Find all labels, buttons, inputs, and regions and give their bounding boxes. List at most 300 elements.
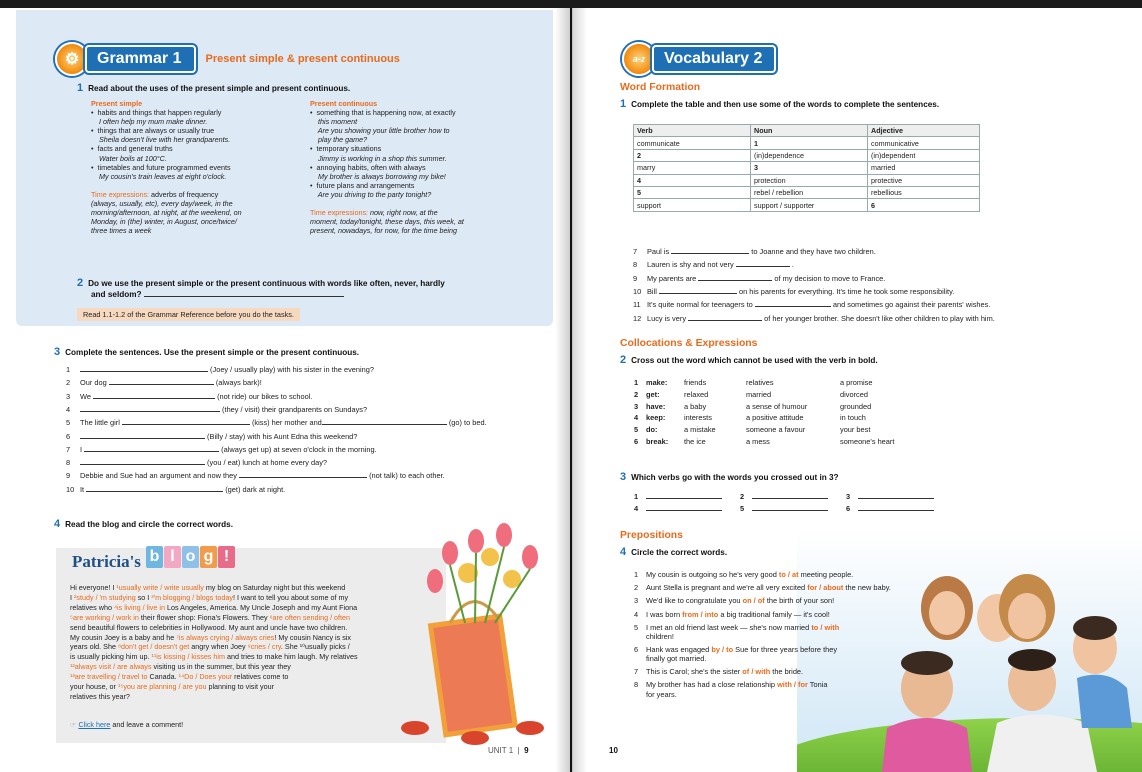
grammar-label: Grammar 1 bbox=[85, 45, 196, 73]
verb-label: make: bbox=[646, 378, 668, 387]
choice-option[interactable]: ⁸don't get / doesn't get bbox=[117, 642, 190, 652]
usage-line: • temporary situations bbox=[310, 144, 382, 154]
sentence-text: This is Carol; she's the sister bbox=[646, 667, 743, 677]
blog-letter: g bbox=[200, 546, 217, 568]
blog-line bbox=[70, 633, 351, 642]
choice-option[interactable]: ¹usually write / write usually bbox=[116, 583, 204, 592]
table-row bbox=[634, 137, 980, 149]
verb-label: keep: bbox=[646, 413, 666, 423]
present-simple-heading: Present simple bbox=[91, 99, 143, 108]
collocation-option[interactable]: grounded bbox=[840, 401, 872, 411]
sentence-text: Paul is bbox=[647, 247, 672, 256]
item-number: 2 bbox=[66, 378, 71, 388]
sentence-text: of her younger brother. She doesn't like other children to play with him. bbox=[762, 313, 995, 323]
verb-label: have: bbox=[646, 401, 666, 411]
choice-option[interactable]: ⁷is always crying / always cries bbox=[176, 632, 275, 642]
present-continuous-column bbox=[310, 99, 464, 235]
sentence-text: (Joey / usually play) with his sister in the evening? bbox=[208, 365, 374, 374]
sentence-text: (they / visit) their grandparents on Sundays? bbox=[220, 404, 368, 414]
usage-line: Are you driving to the party tonight? bbox=[310, 189, 432, 199]
sentence-text: the birth of your son! bbox=[764, 596, 835, 606]
sentence-row bbox=[634, 623, 839, 632]
blog-text-segment: so I bbox=[135, 592, 152, 602]
blog-text-segment: my blog on Saturday night but this weekend bbox=[203, 583, 346, 592]
sentence-text: meeting people. bbox=[798, 570, 854, 579]
blog-text-segment: angry when Joey bbox=[189, 642, 248, 652]
blog-text-segment: relatives this year? bbox=[70, 691, 130, 701]
sentence-text: My parents are bbox=[647, 273, 699, 283]
usage-line: Sheila doesn't live with her grandparents. bbox=[91, 135, 231, 145]
choice-option[interactable]: ¹¹is kissing / kisses him bbox=[151, 652, 225, 662]
present-continuous-uses bbox=[310, 108, 464, 199]
sentence-text: (you / eat) lunch at home every day? bbox=[205, 458, 328, 468]
choice-option[interactable]: ⁴is living / live in bbox=[113, 602, 165, 612]
item-number: 6 bbox=[846, 504, 851, 513]
choice-option[interactable]: with / for bbox=[777, 680, 808, 690]
sentence-text: Our dog bbox=[80, 378, 109, 388]
time-line: Monday, in (the) winter, in August, once/twice/ bbox=[91, 217, 237, 227]
item-number: 7 bbox=[66, 444, 71, 454]
sentence-text: (always bark)! bbox=[213, 378, 262, 388]
flower-bag-illustration bbox=[380, 513, 560, 758]
usage-line: I often help my mum make dinner. bbox=[91, 117, 208, 127]
verb-label: do: bbox=[646, 425, 658, 435]
choice-option[interactable]: ⁶are often sending / often bbox=[269, 612, 351, 622]
usage-line: • timetables and future programmed events bbox=[91, 162, 231, 172]
sentence-text: I met an old friend last week — she's now married bbox=[646, 622, 812, 632]
usage-line: • something that is happening now, at exactly bbox=[310, 108, 456, 118]
sentence-text: to Joanne and they have two children. bbox=[749, 247, 876, 256]
sentence-row bbox=[634, 645, 837, 654]
choice-option[interactable]: by / to bbox=[711, 645, 734, 654]
sentence-row bbox=[633, 246, 876, 256]
answer-blank[interactable] bbox=[322, 417, 447, 425]
blog-line bbox=[70, 672, 288, 681]
item-number: 10 bbox=[66, 484, 75, 494]
choice-option[interactable]: from / into bbox=[682, 609, 719, 619]
table-cell[interactable]: 2 bbox=[634, 149, 751, 161]
sentence-text: on his parents for everything. It's time he took some responsibility. bbox=[736, 286, 955, 296]
usage-line: • things that are always or usually true bbox=[91, 126, 215, 136]
blog-line bbox=[70, 603, 357, 612]
table-cell[interactable]: 1 bbox=[751, 137, 868, 149]
sentence-text: Tonia bbox=[807, 680, 828, 690]
sentence-row bbox=[66, 404, 367, 414]
sentence-row bbox=[634, 610, 830, 619]
item-number: 4 bbox=[634, 504, 639, 513]
blog-line bbox=[70, 682, 274, 691]
time-line: present, nowadays, for now, for the time being bbox=[310, 226, 458, 236]
sentence-text: We'd like to congratulate you bbox=[646, 596, 743, 606]
verb-label: get: bbox=[646, 389, 660, 399]
sentence-text: Hank was engaged bbox=[646, 645, 712, 654]
blog-letter: l bbox=[164, 546, 181, 568]
pc-time-expressions: Time expressions: now, right now, at the bbox=[310, 208, 438, 218]
sentence-row bbox=[66, 364, 374, 374]
collocation-option[interactable]: a mistake bbox=[684, 425, 716, 435]
sentence-text: The little girl bbox=[80, 418, 122, 428]
sentence-row bbox=[633, 313, 995, 323]
answer-blank[interactable] bbox=[659, 286, 737, 294]
sentence-text: Debbie and Sue had an argument and now they bbox=[80, 471, 240, 481]
item-number: 1 bbox=[634, 378, 639, 387]
sentence-row bbox=[633, 259, 794, 269]
usage-line: • facts and general truths bbox=[91, 144, 173, 154]
blog-text-segment: relatives who bbox=[70, 602, 114, 612]
present-continuous-heading: Present continuous bbox=[310, 99, 378, 108]
blank-row bbox=[740, 491, 828, 501]
item-number: 12 bbox=[633, 313, 642, 323]
blog-title: Patricia's bbox=[72, 552, 141, 571]
answer-blank[interactable] bbox=[858, 503, 934, 511]
answer-blank[interactable] bbox=[755, 299, 831, 307]
time-line: morning/afternoon, at night, at the weekend, on bbox=[91, 208, 242, 218]
answer-blank[interactable] bbox=[671, 246, 749, 254]
blog-text-segment: Hi everyone! I bbox=[70, 583, 117, 592]
item-number: 11 bbox=[633, 300, 641, 310]
a-z-icon: a-z bbox=[622, 42, 656, 76]
choice-option[interactable]: ¹⁵you are planning / are you bbox=[117, 682, 207, 691]
answer-blank[interactable] bbox=[752, 503, 828, 511]
item-number: 8 bbox=[66, 458, 71, 468]
v-q1-instruction: 1 Complete the table and then use some of the words to complete the sentences. bbox=[620, 98, 940, 110]
item-number: 5 bbox=[66, 418, 71, 428]
answer-blank[interactable] bbox=[646, 503, 722, 511]
time-line: moment, today/tonight, these days, this week, at bbox=[310, 217, 464, 227]
usage-line: • future plans and arrangements bbox=[310, 180, 415, 190]
item-number: 2 bbox=[740, 492, 745, 501]
blog-text-segment: is usually picking him up. bbox=[70, 652, 152, 662]
blog-line bbox=[70, 583, 345, 592]
table-row bbox=[634, 162, 980, 174]
sentence-row bbox=[634, 690, 677, 699]
item-number: 5 bbox=[634, 425, 639, 435]
answer-blank[interactable] bbox=[109, 377, 214, 385]
choice-option[interactable]: ⁵are working / work in bbox=[70, 612, 139, 622]
answer-blank[interactable] bbox=[93, 391, 215, 399]
sentence-row bbox=[634, 632, 674, 641]
sentence-text: Lauren is shy and not very bbox=[647, 260, 736, 270]
ps-time-expressions: Time expressions: adverbs of frequency bbox=[91, 189, 219, 199]
collocation-option[interactable]: in touch bbox=[840, 413, 866, 423]
answer-blank[interactable] bbox=[736, 259, 790, 267]
sentence-row bbox=[634, 570, 853, 579]
choice-option[interactable]: to / at bbox=[778, 570, 799, 579]
blog-text-segment: relatives come to bbox=[232, 672, 289, 682]
choice-option[interactable]: ³'m blogging / blogs today bbox=[151, 592, 233, 602]
blog-line bbox=[70, 623, 347, 632]
q2-instruction-cont: and seldom? bbox=[91, 289, 344, 299]
q2-instruction: 2 Do we use the present simple or the present continuous with words like often, never, hardly bbox=[77, 277, 445, 289]
textbook-spread bbox=[0, 8, 1142, 772]
table-cell[interactable]: 5 bbox=[634, 186, 751, 198]
table-cell: rebel / rebellion bbox=[751, 186, 868, 198]
click-here-line: ☞ Click here and leave a comment! bbox=[70, 720, 184, 729]
sentence-row bbox=[633, 299, 990, 309]
page-footer-right: 10 bbox=[609, 746, 618, 755]
choice-option[interactable]: ¹³are travelling / travel to bbox=[70, 672, 148, 682]
blog-letter: o bbox=[182, 546, 199, 568]
sentence-text: It bbox=[80, 484, 87, 494]
blank-row bbox=[634, 491, 722, 501]
item-number: 9 bbox=[633, 273, 638, 283]
sentence-text: finally got married. bbox=[646, 654, 707, 664]
item-number: 10 bbox=[633, 286, 642, 296]
choice-option[interactable]: for / about bbox=[807, 583, 844, 593]
sentence-text: Bill bbox=[647, 286, 659, 296]
answer-blank[interactable] bbox=[84, 444, 219, 452]
item-number: 8 bbox=[633, 260, 638, 270]
table-cell: marry bbox=[634, 162, 751, 174]
collocation-option[interactable]: relatives bbox=[746, 378, 774, 387]
pc-time-list bbox=[310, 217, 464, 235]
table-row bbox=[634, 186, 980, 198]
vocabulary-header bbox=[622, 42, 776, 76]
sentence-text: (kiss) her mother and bbox=[249, 418, 322, 428]
sentence-text: (always get up) at seven o'clock in the morning. bbox=[219, 444, 377, 454]
page-footer-left: UNIT 1 | 9 bbox=[488, 746, 529, 755]
blog-letter: ! bbox=[218, 546, 235, 568]
usage-line: • annoying habits, often with always bbox=[310, 162, 426, 172]
sentence-row bbox=[634, 680, 827, 689]
sentence-text: My cousin is outgoing so he's very good bbox=[646, 570, 779, 579]
blog-text-segment: . She ¹⁰usually picks / bbox=[280, 642, 350, 652]
click-here-link[interactable]: Click here bbox=[78, 720, 111, 729]
item-number: 2 bbox=[634, 389, 639, 399]
table-row bbox=[634, 174, 980, 186]
table-cell: support bbox=[634, 199, 751, 211]
collocation-option[interactable]: a baby bbox=[684, 401, 707, 411]
sentence-text: I bbox=[80, 444, 85, 454]
item-number: 3 bbox=[634, 401, 639, 411]
grammar-header bbox=[55, 42, 400, 76]
item-number: 3 bbox=[634, 596, 639, 606]
blog-text-segment: My cousin Joey is a baby and he bbox=[70, 632, 177, 642]
sentence-row bbox=[634, 667, 803, 676]
answer-blank[interactable] bbox=[688, 313, 762, 321]
item-number: 3 bbox=[846, 492, 851, 501]
present-simple-column bbox=[91, 99, 242, 235]
usage-line: play the game? bbox=[310, 135, 368, 145]
collocation-option[interactable]: a mess bbox=[746, 437, 770, 446]
item-number: 4 bbox=[634, 609, 639, 619]
table-cell: (in)dependence bbox=[751, 149, 868, 161]
item-number: 7 bbox=[634, 667, 639, 677]
table-cell: rebellious bbox=[868, 186, 980, 198]
blank-row bbox=[740, 503, 828, 513]
table-cell: communicate bbox=[634, 137, 751, 149]
collocation-option[interactable]: divorced bbox=[840, 389, 868, 399]
choice-option[interactable]: to / with bbox=[811, 622, 840, 632]
table-header-row bbox=[634, 125, 980, 137]
grammar-subtitle: Present simple & present continuous bbox=[205, 53, 400, 65]
blog-logo bbox=[146, 546, 236, 568]
item-number: 6 bbox=[634, 645, 639, 654]
item-number: 1 bbox=[634, 492, 639, 501]
choice-option[interactable]: ²study / 'm studying bbox=[74, 592, 136, 602]
item-number: 6 bbox=[634, 437, 639, 446]
choice-option[interactable]: on / of bbox=[742, 596, 765, 606]
blog-text-segment: Los Angeles, America. My Uncle Joseph and my Aunt Fiona bbox=[164, 602, 358, 612]
collocation-option[interactable]: a sense of humour bbox=[746, 401, 808, 411]
answer-blank[interactable] bbox=[698, 273, 772, 281]
table-header-cell: Noun bbox=[751, 125, 868, 137]
blog-line bbox=[70, 642, 350, 651]
sentence-text: and sometimes go against their parents' wishes. bbox=[830, 300, 991, 310]
vocabulary-label: Vocabulary 2 bbox=[652, 45, 776, 73]
item-number: 1 bbox=[66, 365, 71, 374]
choice-option[interactable]: ¹²always visit / are always bbox=[70, 662, 152, 672]
word-formation-table bbox=[633, 124, 980, 212]
sentence-text: (get) dark at night. bbox=[223, 484, 286, 494]
sentence-text: children! bbox=[646, 632, 674, 641]
collocation-option[interactable]: someone a favour bbox=[746, 425, 806, 435]
answer-blank[interactable] bbox=[752, 491, 828, 499]
sentence-row bbox=[66, 377, 262, 387]
blog-text-segment: Canada. bbox=[147, 672, 179, 682]
answer-blank[interactable] bbox=[80, 364, 208, 372]
collocation-option[interactable]: your best bbox=[840, 425, 871, 435]
sentence-text: Sue for three years before they bbox=[733, 645, 838, 654]
sentence-row bbox=[633, 286, 954, 296]
sentence-text: a big traditional family — it's cool! bbox=[718, 609, 830, 619]
collocation-option[interactable]: married bbox=[746, 389, 772, 399]
collocation-option[interactable]: a promise bbox=[840, 378, 873, 387]
sentence-text: for years. bbox=[646, 689, 677, 699]
sentence-text: (go) to bed. bbox=[446, 418, 487, 428]
time-line: three times a week bbox=[91, 226, 152, 236]
answer-blank[interactable] bbox=[86, 484, 223, 492]
usage-line: • habits and things that happen regularly bbox=[91, 108, 222, 118]
choice-option[interactable]: ⁹cries / cry bbox=[247, 642, 281, 652]
blog-line bbox=[70, 662, 291, 671]
sentence-text: (not ride) our bikes to school. bbox=[215, 391, 313, 401]
sentence-text: Aunt Stella is pregnant and we're all very excited bbox=[646, 583, 808, 593]
answer-blank[interactable] bbox=[80, 431, 205, 439]
collocations-heading: Collocations & Expressions bbox=[620, 338, 758, 349]
item-number: 9 bbox=[66, 471, 71, 481]
blank-row bbox=[846, 491, 934, 501]
collocation-option[interactable]: the ice bbox=[684, 437, 706, 446]
blog-line bbox=[70, 692, 130, 701]
sentence-row bbox=[66, 391, 312, 401]
collocation-option[interactable]: someone's heart bbox=[840, 437, 895, 446]
collocation-option[interactable]: a positive attitude bbox=[746, 413, 804, 423]
usage-line: this moment bbox=[310, 117, 358, 127]
blog-text-segment: their flower shop: Fiona's Flowers. They bbox=[138, 612, 270, 622]
choice-option[interactable]: of / with bbox=[742, 667, 771, 677]
usage-line: Are you showing your little brother how to bbox=[310, 126, 450, 136]
word-formation-heading: Word Formation bbox=[620, 82, 701, 93]
verb-label: break: bbox=[646, 437, 669, 446]
item-number: 5 bbox=[634, 622, 639, 632]
collocation-option[interactable]: friends bbox=[684, 378, 707, 387]
right-page bbox=[572, 8, 1142, 772]
item-number: 4 bbox=[634, 413, 639, 423]
sentence-row bbox=[66, 457, 327, 467]
blog-text-segment: I bbox=[70, 592, 74, 602]
blog-letter: b bbox=[146, 546, 163, 568]
pointing-hand-icon: ☞ bbox=[70, 720, 79, 729]
blog-text-segment: your house, or bbox=[70, 682, 118, 691]
collocation-option[interactable]: relaxed bbox=[684, 389, 709, 399]
answer-blank[interactable] bbox=[858, 491, 934, 499]
sentence-text: My brother has had a close relationship bbox=[646, 680, 778, 690]
table-cell[interactable]: 4 bbox=[634, 174, 751, 186]
collocation-option[interactable]: interests bbox=[684, 413, 712, 423]
answer-blank[interactable] bbox=[80, 457, 205, 465]
table-cell[interactable]: 6 bbox=[868, 199, 980, 211]
sentence-row bbox=[634, 596, 834, 605]
sentence-text: the bride. bbox=[770, 667, 804, 677]
item-number: 1 bbox=[634, 570, 639, 579]
q1-instruction: 1 Read about the uses of the present simple and present continuous. bbox=[77, 82, 351, 94]
left-page bbox=[0, 8, 570, 772]
table-cell: communicative bbox=[868, 137, 980, 149]
usage-line: Water boils at 100°C. bbox=[91, 153, 167, 163]
blog-text-segment: visiting us in the summer, but this year they bbox=[151, 662, 291, 672]
item-number: 3 bbox=[66, 391, 71, 401]
q4-instruction: 4 Read the blog and circle the correct words. bbox=[54, 518, 234, 530]
usage-line: Jimmy is working in a shop this summer. bbox=[310, 153, 447, 163]
table-cell: (in)dependent bbox=[868, 149, 980, 161]
blog-text-segment: and tries to make him laugh. My relatives bbox=[224, 652, 358, 662]
table-cell: protective bbox=[868, 174, 980, 186]
choice-option[interactable]: ¹⁴Do / Does your bbox=[178, 672, 233, 682]
sentence-row bbox=[633, 273, 885, 283]
answer-blank[interactable] bbox=[122, 417, 250, 425]
answer-blank[interactable] bbox=[239, 470, 367, 478]
blog-line bbox=[70, 593, 348, 602]
sentence-text: Lucy is very bbox=[647, 313, 689, 323]
table-cell: married bbox=[868, 162, 980, 174]
usage-line: My cousin's train leaves at eight o'clock. bbox=[91, 171, 227, 181]
prepositions-heading: Prepositions bbox=[620, 530, 683, 541]
item-number: 7 bbox=[633, 247, 638, 256]
blog-text-segment: ! I want to tell you about some of my bbox=[232, 592, 349, 602]
item-number: 6 bbox=[66, 431, 71, 441]
v-q3-instruction: 3 Which verbs go with the words you crossed out in 3? bbox=[620, 471, 839, 483]
time-line: (always, usually, etc), every day/week, in the bbox=[91, 198, 233, 208]
item-number: 2 bbox=[634, 583, 639, 593]
table-cell: support / supporter bbox=[751, 199, 868, 211]
sentence-text: (Billy / stay) with his Aunt Edna this weekend? bbox=[205, 431, 358, 441]
item-number: 8 bbox=[634, 680, 639, 690]
answer-blank[interactable] bbox=[80, 404, 220, 412]
sentence-row bbox=[634, 654, 706, 663]
sentence-text: . bbox=[789, 260, 794, 270]
answer-blank[interactable] bbox=[646, 491, 722, 499]
table-cell[interactable]: 3 bbox=[751, 162, 868, 174]
blog-text-segment: ! My cousin Nancy is six bbox=[274, 632, 352, 642]
present-simple-uses bbox=[91, 108, 242, 181]
sentence-row bbox=[634, 583, 891, 592]
grammar-reference-note: Read 1.1-1.2 of the Grammar Reference before you do the tasks. bbox=[77, 308, 300, 321]
blank-row bbox=[634, 503, 722, 513]
blank-row bbox=[846, 503, 934, 513]
sentence-text: the new baby. bbox=[843, 583, 891, 593]
ps-time-list bbox=[91, 199, 242, 235]
item-number: 5 bbox=[740, 504, 745, 513]
v-q4-instruction: 4 Circle the correct words. bbox=[620, 546, 728, 558]
item-number: 4 bbox=[66, 404, 71, 414]
table-header-cell: Verb bbox=[634, 125, 751, 137]
sentence-row bbox=[66, 444, 377, 454]
blog-text-segment: years old. She bbox=[70, 642, 118, 652]
gear-icon: ⚙ bbox=[55, 42, 89, 76]
blog-line bbox=[70, 613, 350, 622]
sentence-row bbox=[66, 431, 357, 441]
